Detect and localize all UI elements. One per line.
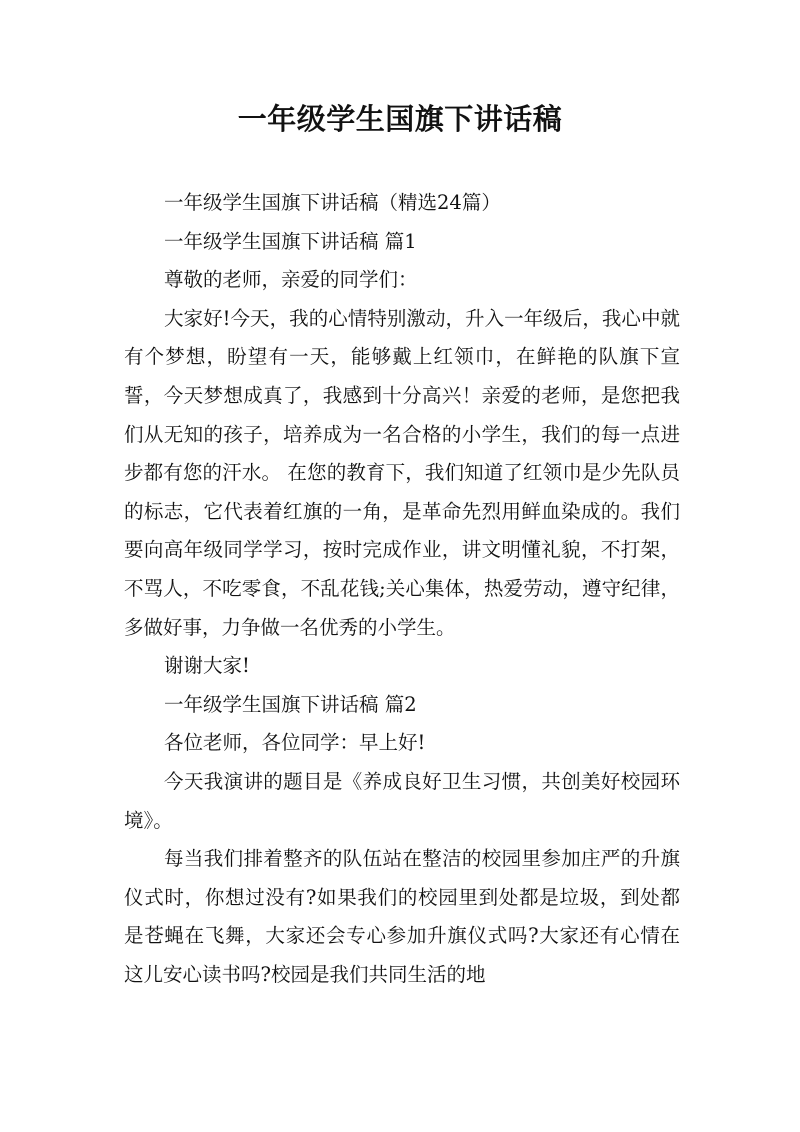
paragraph-section-1-heading: 一年级学生国旗下讲话稿 篇1 [164, 229, 417, 253]
document-title: 一年级学生国旗下讲话稿 [237, 102, 563, 136]
paragraph-subtitle: 一年级学生国旗下讲话稿（精选24篇） [164, 191, 501, 214]
document-body [124, 184, 680, 994]
paragraph-greeting-2: 各位老师，各位同学：早上好! [164, 731, 426, 755]
paragraph-speech-2: 每当我们排着整齐的队伍站在整洁的校园里参加庄严的升旗仪式时，你想过没有?如果我们的校园里到处都是垃圾，到处都是苍蝇在飞舞，大家还会专心参加升旗仪式吗?大家还有心情在这儿安心读书吗?校园是我们共同生活的地 [124, 847, 680, 986]
paragraph-topic: 今天我演讲的题目是《养成良好卫生习惯，共创美好校园环境》。 [124, 769, 680, 832]
paragraph-greeting-1: 尊敬的老师，亲爱的同学们： [164, 268, 418, 292]
paragraph-thanks: 谢谢大家! [164, 654, 250, 678]
paragraph-speech-1: 大家好!今天，我的心情特别激动，升入一年级后，我心中就有个梦想，盼望有一天，能够戴上红领巾，在鲜艳的队旗下宣誓，今天梦想成真了，我感到十分高兴！亲爱的老师，是您把我们从无知的孩子，培养成为一名合格的小学生，我们的每一点进步都有您的汗水。 在您的教育下，我们知道了红领巾是少先队员的标志，它代表着红旗的一角，是革命先烈用鲜血染成的。我们要向高年级同学学习，按时完成作业，讲文明懂礼貌，不打架，不骂人，不吃零食，不乱花钱;关心集体，热爱劳动，遵守纪律，多做好事，力争做一名优秀的小学生。 [124, 306, 680, 639]
paragraph-section-2-heading: 一年级学生国旗下讲话稿 篇2 [164, 692, 417, 716]
